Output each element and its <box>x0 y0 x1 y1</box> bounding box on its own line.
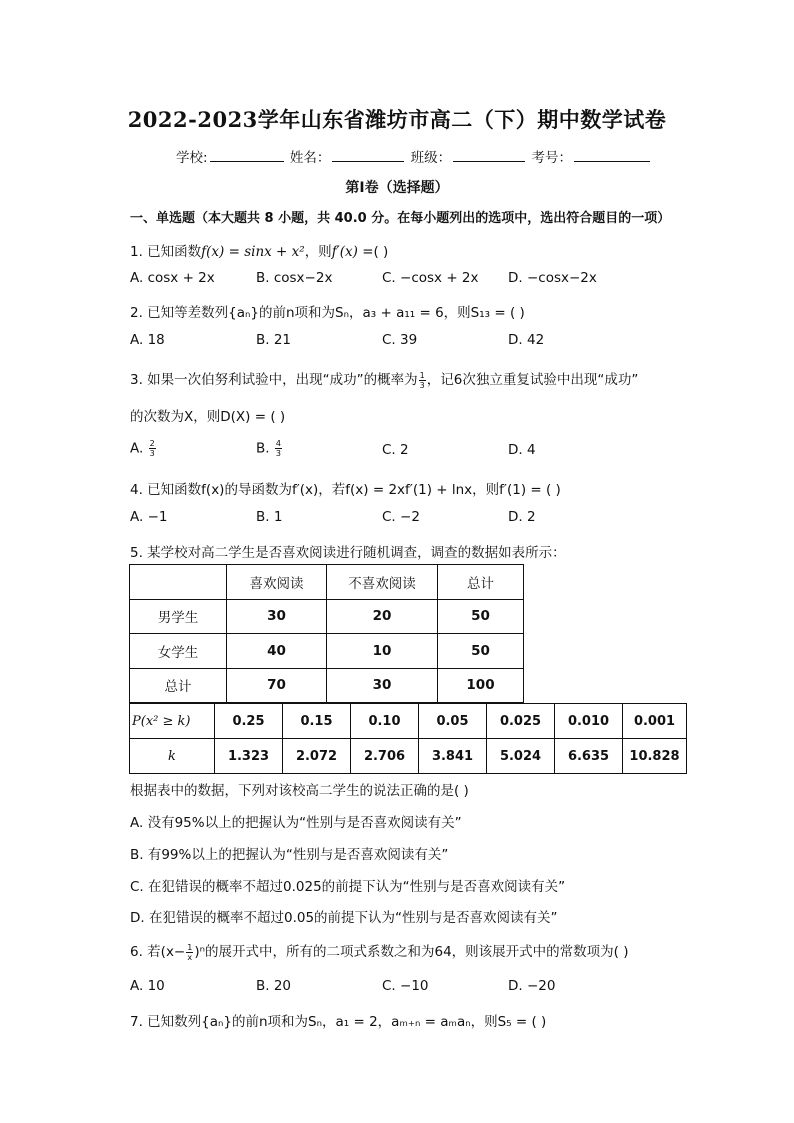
table-cell <box>130 565 227 600</box>
q4-option-a[interactable]: A. −1 <box>130 509 168 525</box>
q1-option-c[interactable]: C. −cosx + 2x <box>382 270 479 286</box>
section-title: 一、单选题（本大题共 8 小题，共 40.0 分。在每小题列出的选项中，选出符合题目的一项） <box>130 211 671 226</box>
table-cell: k <box>130 739 215 774</box>
table-cell: 男学生 <box>130 599 227 634</box>
table-cell: 2.706 <box>351 739 419 774</box>
table-cell: 5.024 <box>487 739 555 774</box>
q6-stem-b: )ⁿ的展开式中，所有的二项式系数之和为64，则该展开式中的常数项为( ) <box>194 944 629 960</box>
exam-no-blank[interactable] <box>574 149 650 162</box>
q6-option-b[interactable]: B. 20 <box>256 978 292 994</box>
q6-fraction <box>186 943 193 962</box>
q5-option-d[interactable]: D. 在犯错误的概率不超过0.05的前提下认为“性别与是否喜欢阅读有关” <box>130 910 558 926</box>
q3-a-num: 2 <box>149 439 155 448</box>
table-cell: 20 <box>327 599 438 634</box>
q1-expr: f(x) = sinx + x² <box>201 244 305 260</box>
table-cell: 100 <box>438 668 524 703</box>
table-cell: 3.841 <box>419 739 487 774</box>
student-info-line <box>176 146 652 166</box>
table-row <box>130 599 524 634</box>
name-blank[interactable] <box>332 149 404 162</box>
table-cell: 50 <box>438 599 524 634</box>
q1-expr2: f′(x) = <box>331 244 374 260</box>
table-cell: 0.15 <box>283 704 351 739</box>
q3-option-b[interactable] <box>256 439 283 458</box>
q3-option-b-fraction <box>275 439 282 458</box>
table-cell: 1.323 <box>215 739 283 774</box>
table-row <box>130 634 524 669</box>
table-cell: 6.635 <box>555 739 623 774</box>
table-cell: 50 <box>438 634 524 669</box>
q2-option-c[interactable]: C. 39 <box>382 332 418 348</box>
question-3 <box>130 368 638 390</box>
table-cell: 2.072 <box>283 739 351 774</box>
q6-frac-num: 1 <box>187 942 193 952</box>
question-4: 4. 已知函数f(x)的导函数为f′(x)，若f(x) = 2xf′(1) + lnx，则f′(1) = ( ) <box>130 482 561 498</box>
q6-option-d[interactable]: D. −20 <box>508 978 556 994</box>
page-title: 2022-2023学年山东省潍坊市高二（下）期中数学试卷 <box>127 107 667 132</box>
question-5-prompt: 根据表中的数据，下列对该校高二学生的说法正确的是( ) <box>130 783 469 799</box>
class-label: 班级： <box>410 150 452 166</box>
table-cell: 0.05 <box>419 704 487 739</box>
table-cell: 总计 <box>130 668 227 703</box>
table-cell: 30 <box>327 668 438 703</box>
q3-b-den: 3 <box>275 449 281 458</box>
q3-option-a-label: A. <box>130 440 144 457</box>
table-header-cell: 不喜欢阅读 <box>327 565 438 600</box>
volume-title: 第Ⅰ卷（选择题） <box>345 180 449 196</box>
table-header-cell: 总计 <box>438 565 524 600</box>
q6-frac-den: x <box>187 952 193 962</box>
school-label: 学校: <box>176 150 208 166</box>
q1-option-b[interactable]: B. cosx−2x <box>256 270 333 286</box>
q2-option-a[interactable]: A. 18 <box>130 332 165 348</box>
question-5: 5. 某学校对高二学生是否喜欢阅读进行随机调查，调查的数据如表所示： <box>130 545 566 561</box>
q6-option-a[interactable]: A. 10 <box>130 978 165 994</box>
q6-stem-a: 6. 若(x− <box>130 944 186 960</box>
table-cell: 40 <box>227 634 327 669</box>
table-cell: P(x² ≥ k) <box>130 704 215 739</box>
table-cell: 0.001 <box>623 704 687 739</box>
table-row <box>130 704 687 739</box>
q1-stem-a: 1. 已知函数 <box>130 244 202 260</box>
q2-option-d[interactable]: D. 42 <box>508 332 545 348</box>
question-2: 2. 已知等差数列{aₙ}的前n项和为Sₙ，a₃ + a₁₁ = 6，则S₁₃ = ( ) <box>130 305 525 321</box>
question-1 <box>130 240 388 260</box>
q3-stem-b: ，记6次独立重复试验中出现“成功” <box>426 372 639 388</box>
q3-probability-fraction <box>419 371 426 390</box>
table-header-cell: 喜欢阅读 <box>227 565 327 600</box>
table-cell: 女学生 <box>130 634 227 669</box>
q1-stem-c: ( ) <box>373 244 389 260</box>
table-cell: 30 <box>227 599 327 634</box>
table-cell: 70 <box>227 668 327 703</box>
table-cell: 10.828 <box>623 739 687 774</box>
q3-stem-a: 3. 如果一次伯努利试验中，出现“成功”的概率为 <box>130 372 418 388</box>
table-cell: 0.10 <box>351 704 419 739</box>
table-cell: 0.025 <box>487 704 555 739</box>
q3-option-b-label: B. <box>256 440 270 457</box>
survey-table <box>129 564 524 703</box>
q3-option-a-fraction <box>149 439 156 458</box>
q6-option-c[interactable]: C. −10 <box>382 978 429 994</box>
table-cell: 0.25 <box>215 704 283 739</box>
table-cell: 10 <box>327 634 438 669</box>
q3-a-den: 3 <box>149 449 155 458</box>
q3-b-num: 4 <box>275 439 281 448</box>
q1-option-a[interactable]: A. cosx + 2x <box>130 270 215 286</box>
name-label: 姓名： <box>289 150 331 166</box>
question-7: 7. 已知数列{aₙ}的前n项和为Sₙ，a₁ = 2，aₘ₊ₙ = aₘaₙ，则S₅ = ( ) <box>130 1014 547 1030</box>
q3-option-c[interactable]: C. 2 <box>382 442 409 458</box>
table-cell: 0.010 <box>555 704 623 739</box>
table-row <box>130 668 524 703</box>
exam-no-label: 考号： <box>531 150 572 166</box>
q1-option-d[interactable]: D. −cosx−2x <box>508 270 597 286</box>
critical-value-table <box>129 703 687 774</box>
school-blank[interactable] <box>210 149 284 162</box>
q3-frac-den: 3 <box>419 380 425 390</box>
q5-option-b[interactable]: B. 有99%以上的把握认为“性别与是否喜欢阅读有关” <box>130 847 449 863</box>
q4-option-c[interactable]: C. −2 <box>382 509 420 525</box>
class-blank[interactable] <box>453 149 525 162</box>
q5-option-a[interactable]: A. 没有95%以上的把握认为“性别与是否喜欢阅读有关” <box>130 815 462 831</box>
q3-option-d[interactable]: D. 4 <box>508 442 536 458</box>
q3-frac-num: 1 <box>419 370 425 380</box>
q2-option-b[interactable]: B. 21 <box>256 332 292 348</box>
q4-option-d[interactable]: D. 2 <box>508 509 536 525</box>
q1-stem-b: ，则 <box>304 244 332 260</box>
q4-option-b[interactable]: B. 1 <box>256 509 283 525</box>
q5-option-c[interactable]: C. 在犯错误的概率不超过0.025的前提下认为“性别与是否喜欢阅读有关” <box>130 879 566 895</box>
question-6 <box>130 940 629 962</box>
table-row <box>130 565 524 600</box>
q3-option-a[interactable] <box>130 439 157 458</box>
table-row <box>130 739 687 774</box>
question-3-line2: 的次数为X，则D(X) = ( ) <box>130 409 286 425</box>
